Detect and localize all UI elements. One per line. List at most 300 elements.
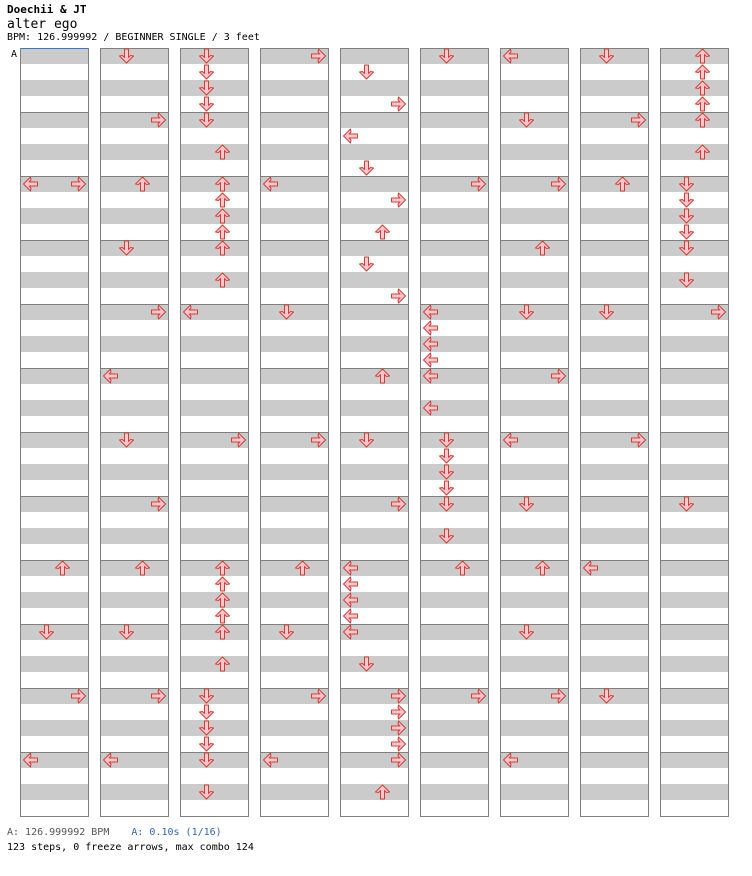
measure-stripe	[501, 336, 569, 352]
measure-stripe	[341, 768, 409, 784]
measure-stripe	[181, 800, 249, 816]
measure-stripe	[421, 672, 489, 688]
measure-stripe	[101, 224, 169, 240]
measure-stripe	[661, 608, 729, 624]
measure-stripe	[501, 96, 569, 112]
measure-stripe	[101, 432, 169, 448]
measure-stripe	[501, 400, 569, 416]
measure-stripe	[21, 368, 89, 384]
measure-stripe	[181, 272, 249, 288]
measure-stripe	[21, 272, 89, 288]
measure-stripe	[341, 368, 409, 384]
measure-stripe	[581, 672, 649, 688]
measure-stripe	[421, 240, 489, 256]
measure-stripe	[261, 512, 329, 528]
measure-stripe	[661, 768, 729, 784]
measure-stripe	[181, 96, 249, 112]
measure-stripe	[261, 528, 329, 544]
measure-stripe	[501, 672, 569, 688]
measure-stripe	[181, 288, 249, 304]
measure-stripe	[661, 688, 729, 704]
measure-stripe	[261, 128, 329, 144]
measure-stripe	[181, 192, 249, 208]
measure-stripe	[261, 576, 329, 592]
measure-stripe	[661, 240, 729, 256]
measure-stripe	[21, 416, 89, 432]
measure-stripe	[661, 576, 729, 592]
chart-stats: 123 steps, 0 freeze arrows, max combo 124	[7, 842, 254, 853]
song-title: alter ego	[7, 17, 78, 32]
measure-stripe	[581, 752, 649, 768]
measure-stripe	[421, 96, 489, 112]
measure-stripe	[341, 144, 409, 160]
measure-stripe	[341, 416, 409, 432]
measure-stripe	[181, 448, 249, 464]
measure-stripe	[101, 288, 169, 304]
measure-stripe	[581, 128, 649, 144]
measure-stripe	[421, 192, 489, 208]
measure-stripe	[421, 560, 489, 576]
measure-stripe	[261, 240, 329, 256]
chart-columns	[21, 48, 729, 817]
measure-stripe	[581, 368, 649, 384]
measure-stripe	[261, 416, 329, 432]
measure-stripe	[581, 80, 649, 96]
measure-stripe	[501, 496, 569, 512]
measure-stripe	[421, 256, 489, 272]
measure-stripe	[501, 768, 569, 784]
measure-stripe	[661, 544, 729, 560]
measure-stripe	[581, 768, 649, 784]
measure-stripe	[181, 320, 249, 336]
measure-stripe	[181, 256, 249, 272]
measure-stripe	[501, 736, 569, 752]
measure-stripe	[501, 464, 569, 480]
measure-stripe	[101, 272, 169, 288]
measure-stripe	[181, 480, 249, 496]
measure-stripe	[661, 80, 729, 96]
measure-stripe	[581, 144, 649, 160]
measure-stripe	[261, 160, 329, 176]
measure-stripe	[181, 768, 249, 784]
measure-stripe	[101, 208, 169, 224]
measure-stripe	[101, 160, 169, 176]
measure-stripe	[21, 624, 89, 640]
offset-label: A: 0.10s (1/16)	[131, 827, 222, 838]
measure-stripe	[501, 160, 569, 176]
measure-stripe	[261, 704, 329, 720]
measure-stripe	[101, 544, 169, 560]
measure-stripe	[101, 48, 169, 64]
measure-stripe	[581, 640, 649, 656]
measure-stripe	[261, 384, 329, 400]
measure-stripe	[101, 656, 169, 672]
measure-stripe	[21, 608, 89, 624]
measure-stripe	[181, 752, 249, 768]
measure-stripe	[501, 624, 569, 640]
measure-stripe	[501, 80, 569, 96]
measure-stripe	[661, 592, 729, 608]
measure-stripe	[421, 592, 489, 608]
measure-stripe	[501, 352, 569, 368]
measure-stripe	[21, 480, 89, 496]
measure-stripe	[581, 448, 649, 464]
measure-stripe	[341, 320, 409, 336]
measure-stripe	[101, 240, 169, 256]
measure-stripe	[21, 544, 89, 560]
measure-stripe	[421, 752, 489, 768]
measure-stripe	[181, 608, 249, 624]
measure-stripe	[661, 736, 729, 752]
measure-stripe	[181, 352, 249, 368]
measure-stripe	[21, 560, 89, 576]
measure-stripe	[341, 384, 409, 400]
measure-stripe	[261, 800, 329, 816]
measure-stripe	[181, 576, 249, 592]
measure-stripe	[661, 368, 729, 384]
measure-stripe	[501, 704, 569, 720]
measure-stripe	[21, 720, 89, 736]
measure-stripe	[421, 160, 489, 176]
measure-stripe	[261, 96, 329, 112]
measure-stripe	[21, 320, 89, 336]
measure-stripe	[341, 240, 409, 256]
measure-stripe	[661, 480, 729, 496]
measure-stripe	[421, 288, 489, 304]
measure-stripe	[181, 64, 249, 80]
measure-stripe	[101, 192, 169, 208]
measure-stripe	[21, 384, 89, 400]
measure-stripe	[261, 464, 329, 480]
measure-stripe	[181, 544, 249, 560]
measure-stripe	[101, 592, 169, 608]
measure-stripe	[261, 112, 329, 128]
measure-stripe	[181, 400, 249, 416]
measure-stripe	[581, 688, 649, 704]
measure-stripe	[421, 448, 489, 464]
measure-stripe	[341, 672, 409, 688]
chart-info: BPM: 126.999992 / BEGINNER SINGLE / 3 feet	[7, 32, 260, 43]
measure-stripe	[341, 336, 409, 352]
measure-stripe	[101, 64, 169, 80]
measure-stripe	[581, 784, 649, 800]
measure-stripe	[181, 208, 249, 224]
measure-stripe	[421, 272, 489, 288]
measure-stripe	[581, 176, 649, 192]
measure-stripe	[181, 656, 249, 672]
measure-stripe	[501, 560, 569, 576]
measure-stripe	[101, 512, 169, 528]
measure-stripe	[581, 160, 649, 176]
measure-stripe	[501, 64, 569, 80]
measure-stripe	[501, 304, 569, 320]
measure-stripe	[181, 496, 249, 512]
measure-stripe	[581, 496, 649, 512]
measure-stripe	[341, 112, 409, 128]
measure-stripe	[181, 560, 249, 576]
measure-stripe	[181, 176, 249, 192]
measure-stripe	[421, 512, 489, 528]
measure-stripe	[501, 240, 569, 256]
measure-stripe	[661, 208, 729, 224]
measure-stripe	[261, 64, 329, 80]
measure-stripe	[101, 640, 169, 656]
chart-column	[581, 48, 649, 817]
measure-stripe	[581, 64, 649, 80]
measure-stripe	[421, 384, 489, 400]
measure-stripe	[421, 480, 489, 496]
measure-stripe	[21, 192, 89, 208]
measure-stripe	[501, 288, 569, 304]
measure-stripe	[261, 784, 329, 800]
measure-stripe	[261, 768, 329, 784]
measure-stripe	[581, 592, 649, 608]
measure-stripe	[261, 288, 329, 304]
measure-stripe	[501, 640, 569, 656]
measure-stripe	[581, 528, 649, 544]
measure-stripe	[21, 528, 89, 544]
measure-stripe	[101, 384, 169, 400]
measure-stripe	[661, 416, 729, 432]
measure-stripe	[21, 304, 89, 320]
measure-stripe	[661, 432, 729, 448]
measure-stripe	[581, 96, 649, 112]
measure-stripe	[421, 704, 489, 720]
measure-stripe	[501, 320, 569, 336]
measure-stripe	[661, 352, 729, 368]
measure-stripe	[421, 224, 489, 240]
measure-stripe	[21, 672, 89, 688]
measure-stripe	[341, 448, 409, 464]
measure-stripe	[581, 192, 649, 208]
measure-stripe	[501, 800, 569, 816]
measure-stripe	[101, 144, 169, 160]
measure-stripe	[261, 480, 329, 496]
measure-stripe	[341, 432, 409, 448]
measure-stripe	[21, 160, 89, 176]
measure-stripe	[501, 656, 569, 672]
measure-stripe	[341, 64, 409, 80]
measure-stripe	[421, 48, 489, 64]
measure-stripe	[101, 416, 169, 432]
measure-stripe	[421, 416, 489, 432]
measure-stripe	[661, 720, 729, 736]
measure-stripe	[261, 144, 329, 160]
measure-stripe	[341, 800, 409, 816]
measure-stripe	[581, 208, 649, 224]
measure-stripe	[341, 400, 409, 416]
measure-stripe	[341, 656, 409, 672]
measure-stripe	[261, 592, 329, 608]
measure-stripe	[421, 608, 489, 624]
measure-stripe	[21, 736, 89, 752]
measure-stripe	[661, 464, 729, 480]
measure-stripe	[341, 176, 409, 192]
measure-stripe	[501, 528, 569, 544]
measure-stripe	[421, 112, 489, 128]
measure-stripe	[581, 512, 649, 528]
measure-stripe	[21, 288, 89, 304]
measure-stripe	[101, 256, 169, 272]
measure-stripe	[181, 672, 249, 688]
measure-stripe	[261, 80, 329, 96]
measure-stripe	[181, 736, 249, 752]
measure-stripe	[21, 64, 89, 80]
measure-stripe	[421, 208, 489, 224]
measure-stripe	[421, 576, 489, 592]
measure-stripe	[501, 272, 569, 288]
measure-stripe	[21, 336, 89, 352]
measure-stripe	[181, 640, 249, 656]
measure-stripe	[501, 784, 569, 800]
measure-stripe	[101, 768, 169, 784]
measure-stripe	[661, 656, 729, 672]
song-artist: Doechii & JT	[7, 3, 87, 16]
measure-stripe	[261, 352, 329, 368]
measure-stripe	[661, 624, 729, 640]
measure-stripe	[181, 48, 249, 64]
measure-stripe	[181, 512, 249, 528]
measure-stripe	[181, 592, 249, 608]
measure-stripe	[581, 544, 649, 560]
measure-stripe	[101, 336, 169, 352]
measure-stripe	[661, 400, 729, 416]
measure-stripe	[21, 448, 89, 464]
measure-stripe	[501, 480, 569, 496]
measure-stripe	[661, 528, 729, 544]
measure-stripe	[501, 544, 569, 560]
chart-footer	[7, 825, 254, 855]
measure-stripe	[341, 272, 409, 288]
measure-stripe	[661, 256, 729, 272]
measure-stripe	[581, 464, 649, 480]
section-marker-label: A	[11, 49, 18, 60]
measure-stripe	[181, 688, 249, 704]
measure-stripe	[661, 176, 729, 192]
measure-stripe	[101, 352, 169, 368]
measure-stripe	[181, 720, 249, 736]
measure-stripe	[581, 272, 649, 288]
measure-stripe	[261, 544, 329, 560]
measure-stripe	[341, 640, 409, 656]
measure-stripe	[501, 720, 569, 736]
measure-stripe	[181, 160, 249, 176]
measure-stripe	[21, 224, 89, 240]
measure-stripe	[421, 64, 489, 80]
measure-stripe	[661, 384, 729, 400]
measure-stripe	[21, 592, 89, 608]
measure-stripe	[421, 80, 489, 96]
measure-stripe	[661, 288, 729, 304]
measure-stripe	[581, 256, 649, 272]
measure-stripe	[101, 464, 169, 480]
measure-stripe	[581, 704, 649, 720]
measure-stripe	[501, 608, 569, 624]
measure-stripe	[341, 256, 409, 272]
measure-stripe	[101, 736, 169, 752]
measure-stripe	[21, 768, 89, 784]
measure-stripe	[661, 64, 729, 80]
measure-stripe	[501, 384, 569, 400]
measure-stripe	[421, 544, 489, 560]
measure-stripe	[341, 80, 409, 96]
measure-stripe	[181, 528, 249, 544]
measure-stripe	[101, 720, 169, 736]
measure-stripe	[421, 768, 489, 784]
measure-stripe	[501, 128, 569, 144]
measure-stripe	[21, 96, 89, 112]
measure-stripe	[261, 320, 329, 336]
measure-stripe	[181, 704, 249, 720]
measure-stripe	[261, 336, 329, 352]
measure-stripe	[341, 512, 409, 528]
measure-stripe	[261, 496, 329, 512]
chart-column	[181, 48, 249, 817]
measure-stripe	[181, 464, 249, 480]
measure-stripe	[261, 272, 329, 288]
measure-stripe	[341, 224, 409, 240]
measure-stripe	[661, 192, 729, 208]
measure-stripe	[341, 464, 409, 480]
measure-stripe	[21, 576, 89, 592]
measure-stripe	[261, 624, 329, 640]
measure-stripe	[261, 448, 329, 464]
measure-stripe	[21, 208, 89, 224]
measure-stripe	[661, 752, 729, 768]
measure-stripe	[101, 800, 169, 816]
measure-stripe	[661, 112, 729, 128]
measure-stripe	[501, 192, 569, 208]
measure-stripe	[21, 432, 89, 448]
measure-stripe	[21, 464, 89, 480]
measure-stripe	[181, 368, 249, 384]
measure-stripe	[421, 128, 489, 144]
measure-stripe	[261, 608, 329, 624]
measure-stripe	[101, 80, 169, 96]
measure-stripe	[661, 336, 729, 352]
measure-stripe	[661, 144, 729, 160]
measure-stripe	[261, 640, 329, 656]
measure-stripe	[661, 560, 729, 576]
measure-stripe	[21, 640, 89, 656]
measure-stripe	[181, 144, 249, 160]
measure-stripe	[181, 336, 249, 352]
measure-stripe	[261, 656, 329, 672]
measure-stripe	[181, 80, 249, 96]
measure-stripe	[21, 144, 89, 160]
measure-stripe	[21, 112, 89, 128]
measure-stripe	[421, 464, 489, 480]
measure-stripe	[581, 288, 649, 304]
measure-stripe	[661, 320, 729, 336]
measure-stripe	[101, 176, 169, 192]
measure-stripe	[181, 384, 249, 400]
measure-stripe	[501, 592, 569, 608]
measure-stripe	[341, 48, 409, 64]
measure-stripe	[21, 48, 89, 64]
measure-stripe	[501, 208, 569, 224]
measure-stripe	[661, 800, 729, 816]
measure-stripe	[421, 432, 489, 448]
measure-stripe	[341, 480, 409, 496]
measure-stripe	[101, 704, 169, 720]
measure-stripe	[421, 656, 489, 672]
measure-stripe	[581, 48, 649, 64]
measure-stripe	[581, 240, 649, 256]
measure-stripe	[21, 784, 89, 800]
measure-stripe	[21, 256, 89, 272]
measure-stripe	[261, 560, 329, 576]
